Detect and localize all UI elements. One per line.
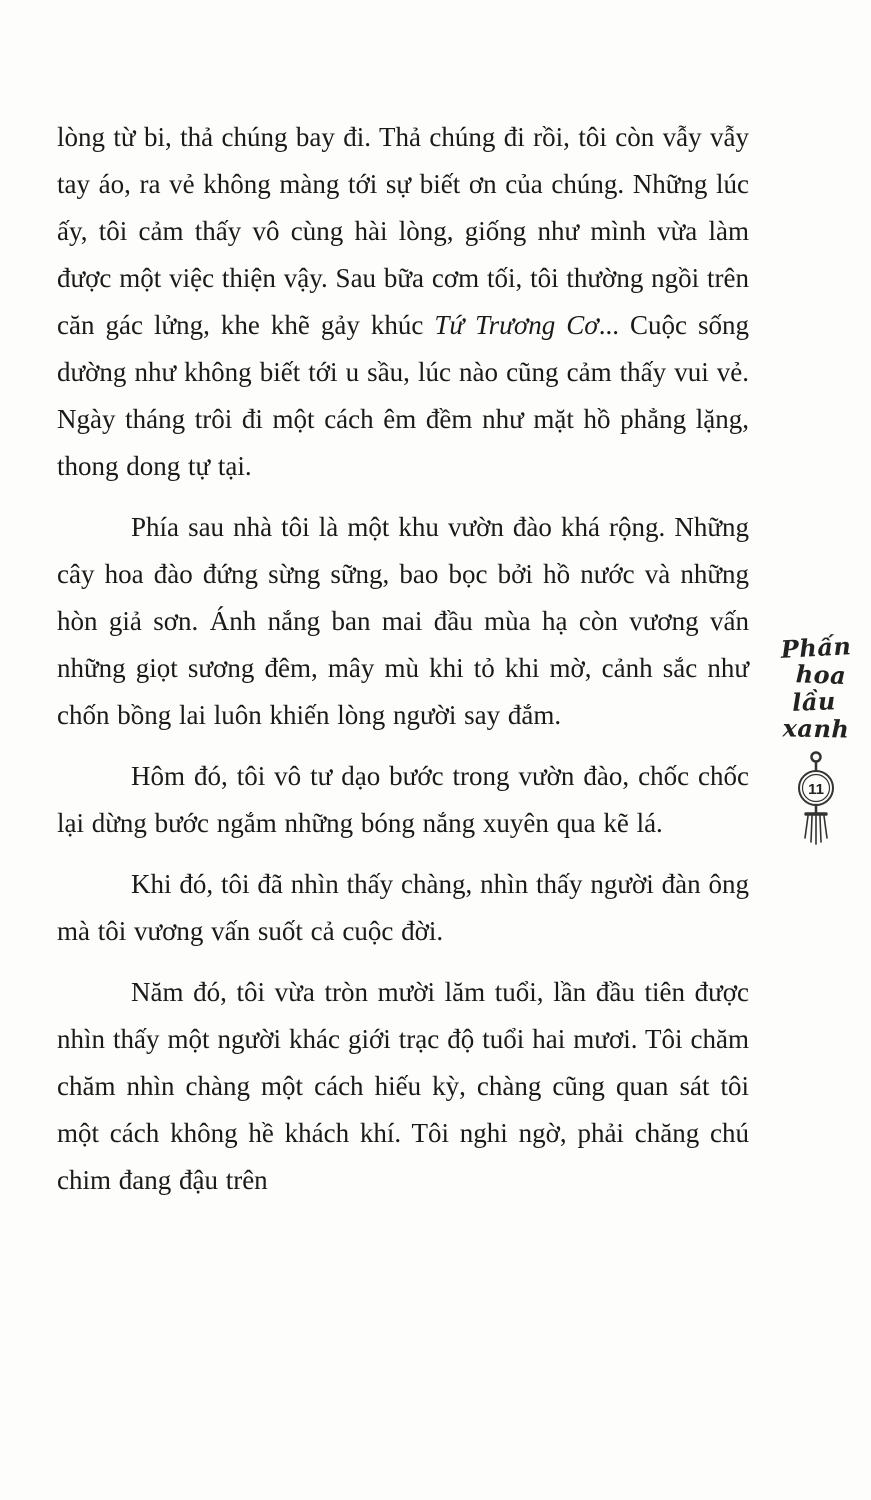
text-run: Khi đó, tôi đã nhìn thấy chàng, nhìn thấy người đàn ông mà tôi vương vấn suốt cả cuộc đời. — [57, 869, 749, 946]
text-run: Phía sau nhà tôi là một khu vườn đào khá rộng. Những cây hoa đào đứng sừng sững, bao bọc bởi hồ nước và những hòn giả sơn. Ánh nắng ban mai đầu mùa hạ còn vương vấn những giọt sương đêm, mây mù khi tỏ khi mờ, cảnh sắc như chốn bồng lai luôn khiến lòng người say đắm. — [57, 512, 749, 730]
medallion-tassel-icon — [790, 750, 842, 852]
margin-decoration — [770, 631, 862, 857]
page-number-medallion — [770, 750, 862, 857]
paragraph — [57, 114, 749, 490]
paragraph — [57, 969, 749, 1204]
book-title-word: Phấn — [780, 631, 852, 664]
body-text — [57, 114, 749, 1218]
book-title-word: hoa — [795, 659, 847, 691]
italic-run: Tứ Trương Cơ — [434, 310, 599, 340]
paragraph — [57, 504, 749, 739]
page-number: 11 — [808, 781, 824, 798]
paragraph — [57, 753, 749, 847]
book-title-word: lầu — [791, 686, 837, 717]
text-run: Năm đó, tôi vừa tròn mười lăm tuổi, lần đầu tiên được nhìn thấy một người khác giới trạc độ tuổi hai mươi. Tôi chăm chăm nhìn chàng một cách hiếu kỳ, chàng cũng quan sát tôi một cách không hề khách khí. Tôi nghi ngờ, phải chăng chú chim đang đậu trên — [57, 977, 749, 1195]
book-title-word: xanh — [782, 713, 850, 744]
book-title-vertical — [770, 631, 862, 744]
text-run: ... Cuộc sống dường như không biết tới u sầu, lúc nào cũng cảm thấy vui vẻ. Ngày tháng trôi đi một cách êm đềm như mặt hồ phẳng lặng, thong dong tự tại. — [57, 310, 749, 481]
text-run: Hôm đó, tôi vô tư dạo bước trong vườn đào, chốc chốc lại dừng bước ngắm những bóng nắng xuyên qua kẽ lá. — [57, 761, 749, 838]
paragraph — [57, 861, 749, 955]
text-run: lòng từ bi, thả chúng bay đi. Thả chúng đi rồi, tôi còn vẫy vẫy tay áo, ra vẻ không màng tới sự biết ơn của chúng. Những lúc ấy, tôi cảm thấy vô cùng hài lòng, giống như mình vừa làm được một việc thiện vậy. Sau bữa cơm tối, tôi thường ngồi trên căn gác lửng, khe khẽ gảy khúc — [57, 122, 749, 340]
